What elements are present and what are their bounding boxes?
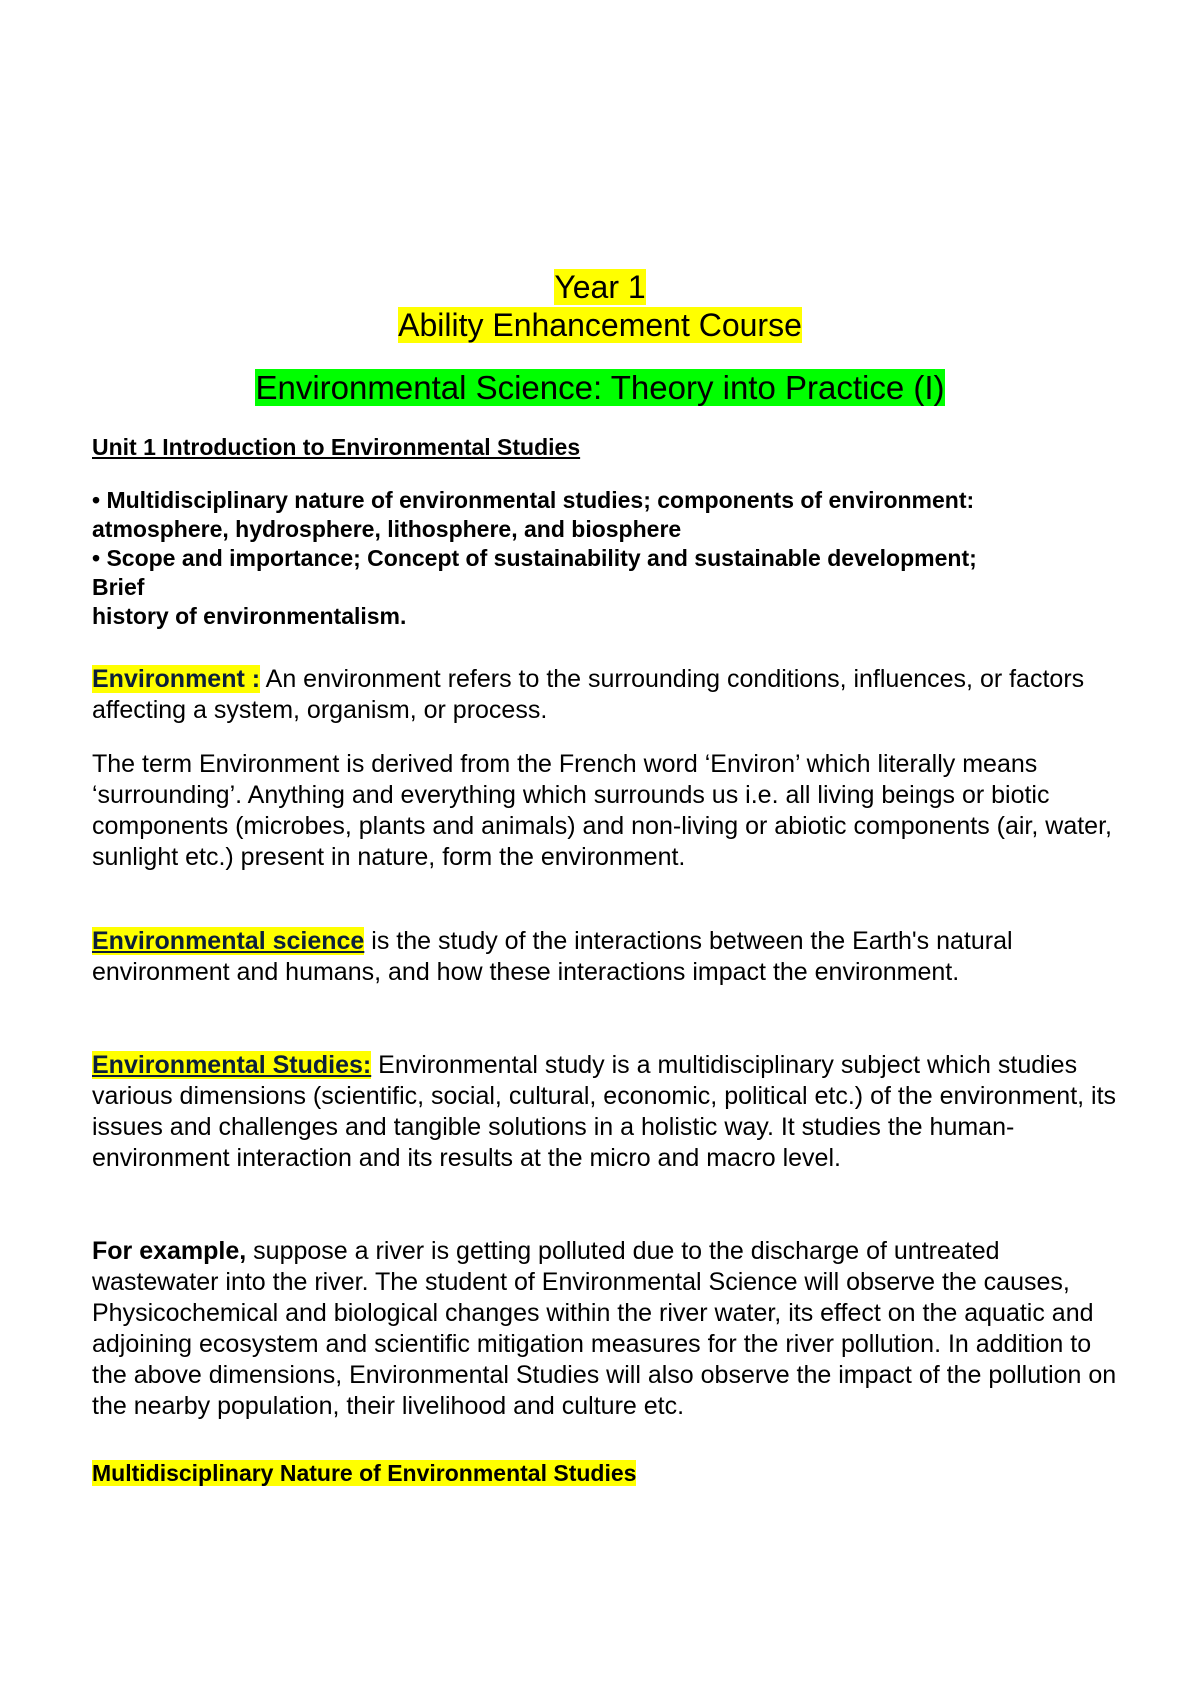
environment-origin-paragraph: The term Environment is derived from the French word ‘Environ’ which literally means ‘surrounding’. Anything and everything which surrounds us i.e. all living beings or biotic components (microbes, plants and animals) and non-living or abiotic components (air, water, sunlight etc.) present in nature, form the environment. bbox=[92, 750, 1112, 871]
multidisciplinary-heading bbox=[92, 1459, 1122, 1487]
unit-heading: Unit 1 Introduction to Environmental Studies bbox=[92, 434, 581, 460]
example-lead: For example, bbox=[92, 1237, 247, 1265]
year-title bbox=[0, 268, 1200, 306]
multidisciplinary-heading-text: Multidisciplinary Nature of Environmental Studies bbox=[92, 1460, 637, 1486]
course-title bbox=[0, 306, 1200, 344]
environmental-studies-text: Environmental study is a multidisciplinary subject which studies various dimensions (scientific, social, cultural, economic, political etc.) of the environment, its issues and challenges and tangible solutions in a holistic way. It studies the human-environment interaction and its results at the micro and macro level. bbox=[92, 1051, 1117, 1172]
bullet-1-line-1: • Multidisciplinary nature of environmental studies; components of environment: bbox=[92, 487, 975, 513]
year-title-text: Year 1 bbox=[554, 269, 646, 305]
example-paragraph bbox=[92, 1236, 1122, 1422]
environment-text: An environment refers to the surrounding conditions, influences, or factors affecting a system, organism, or process. bbox=[92, 665, 1085, 724]
bullet-2-line-2: Brief bbox=[92, 574, 145, 600]
subject-title bbox=[0, 368, 1200, 408]
subject-title-text: Environmental Science: Theory into Practice (I) bbox=[255, 369, 945, 406]
environmental-studies-definition bbox=[92, 1050, 1122, 1174]
environmental-science-definition bbox=[92, 926, 1122, 988]
environmental-science-term: Environmental science bbox=[92, 927, 365, 955]
bullet-1-line-2: atmosphere, hydrosphere, lithosphere, and biosphere bbox=[92, 516, 682, 542]
bullet-2-line-1: • Scope and importance; Concept of sustainability and sustainable development; bbox=[92, 545, 977, 571]
environment-term: Environment : bbox=[92, 665, 261, 693]
example-text: suppose a river is getting polluted due to the discharge of untreated wastewater into the river. The student of Environmental Science will observe the causes, Physicochemical and biological changes within the river water, its effect on the aquatic and adjoining ecosystem and scientific mitigation measures for the river pollution. In addition to the above dimensions, Environmental Studies will also observe the impact of the pollution on the nearby population, their livelihood and culture etc. bbox=[92, 1237, 1117, 1420]
course-title-text: Ability Enhancement Course bbox=[398, 307, 802, 343]
environmental-studies-term: Environmental Studies: bbox=[92, 1051, 372, 1079]
environmental-science-text: is the study of the interactions between the Earth's natural environment and humans, and how these interactions impact the environment. bbox=[92, 927, 1013, 986]
bullet-2-line-3: history of environmentalism. bbox=[92, 603, 407, 629]
environment-definition bbox=[92, 664, 1122, 726]
syllabus-bullets bbox=[92, 486, 1122, 631]
